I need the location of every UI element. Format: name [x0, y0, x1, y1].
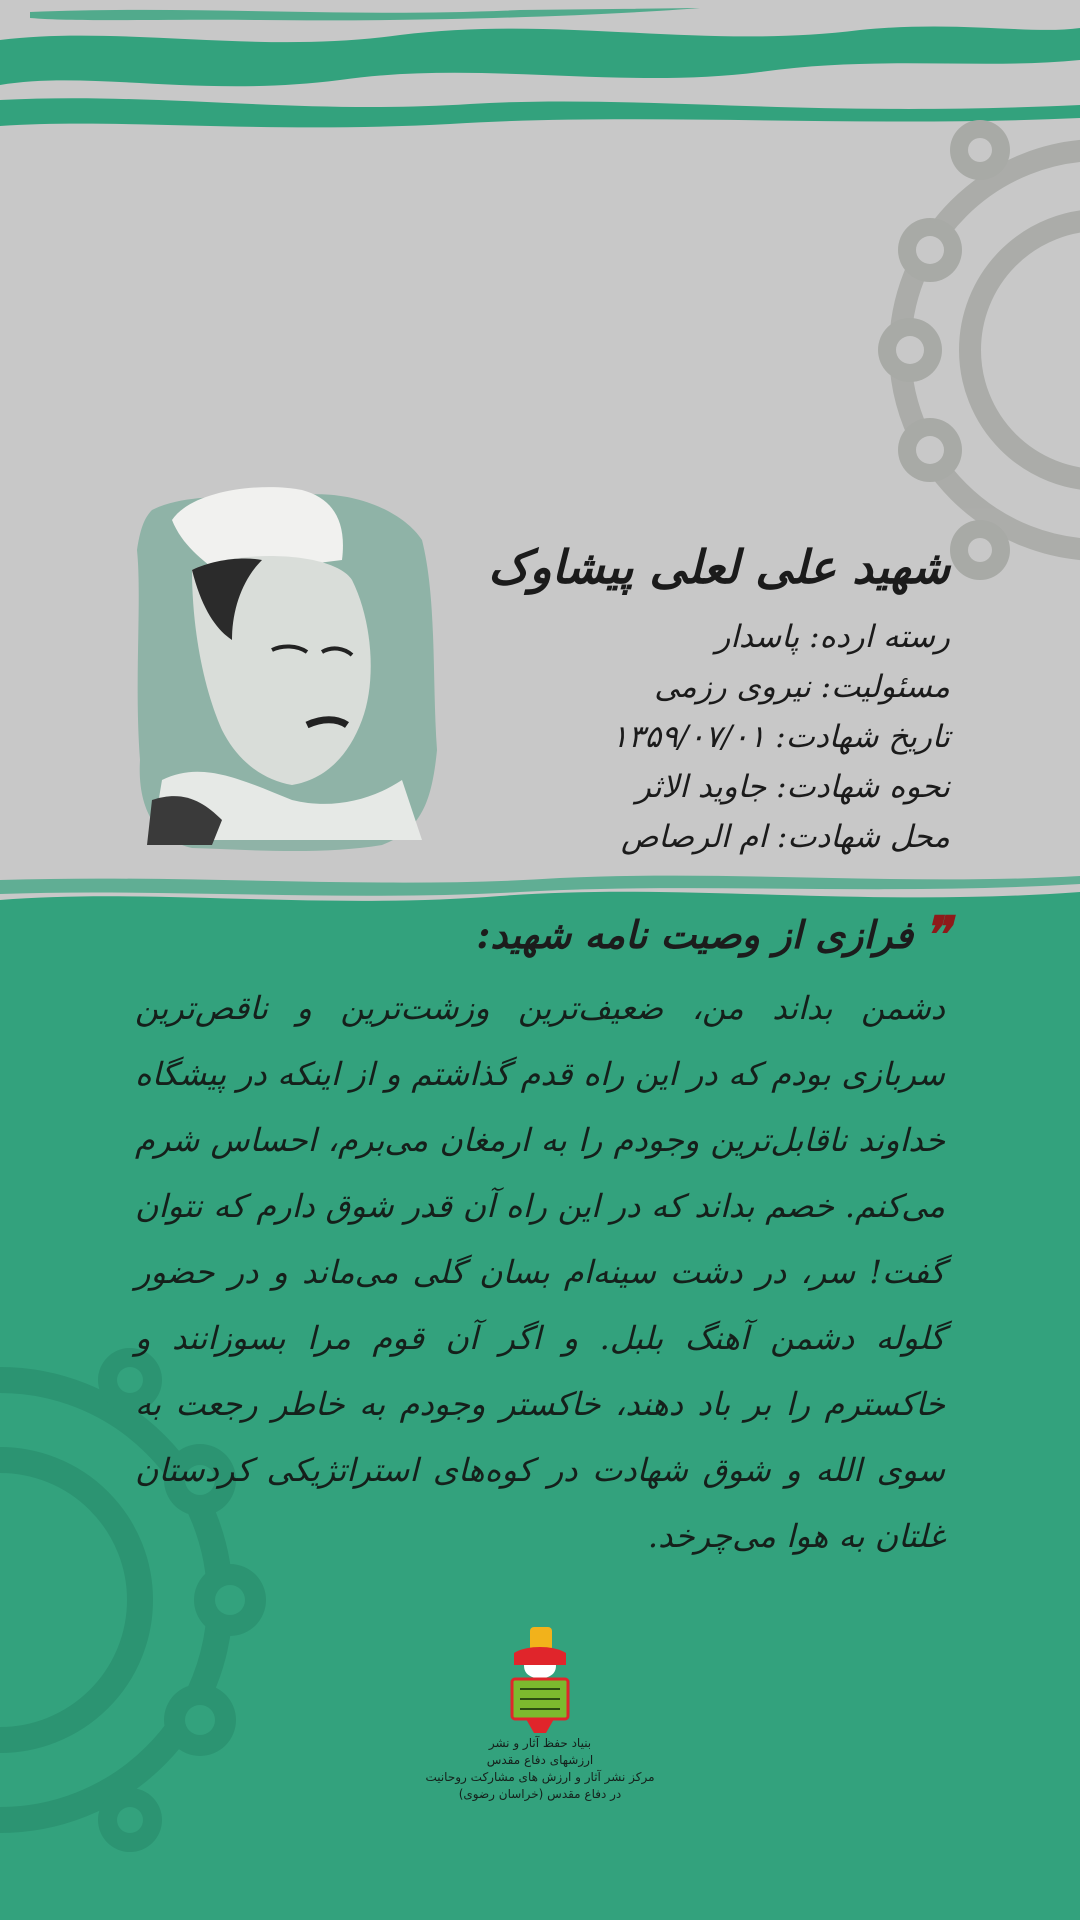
- martyr-info: [390, 540, 950, 862]
- will-text: دشمن بداند من، ضعیف‌ترین وزشت‌ترین و ناقص‌ترین سربازی بودم که در این راه قدم گذاشتم و از اینکه در پیشگاه خداوند ناقابل‌ترین وجودم را به ارمغان می‌برم، احساس شرم می‌کنم. خصم بداند که در این راه آن قدر شوق دارم که نتوان گفت! سر، در دشت سینه‌ام بسان گلی می‌ماند و در حضور گلوله دشمن آهنگ بلبل. و اگر آن قوم مرا بسوزانند و خاکسترم را بر باد دهند، خاکستر وجودم به خاطر رجعت به سوی الله و شوق شهادت در کوه‌های استراتژیکی کردستان غلتان به هوا می‌چرخد.: [135, 989, 945, 1555]
- info-value: جاوید الاثر: [635, 769, 767, 805]
- info-row-place: محل شهادت: ام الرصاص: [620, 819, 950, 855]
- info-value: ام الرصاص: [620, 819, 768, 855]
- info-label: محل شهادت: [787, 819, 950, 855]
- info-row-rank: رسته ارده: پاسدار: [715, 619, 950, 655]
- excerpt-heading: [476, 905, 950, 964]
- org-line: بنیاد حفظ آثار و نشر: [488, 1736, 592, 1750]
- info-value: ۱۳۵۹/۰۷/۰۱: [611, 719, 766, 755]
- org-line: در دفاع مقدس (خراسان رضوی): [458, 1787, 622, 1801]
- org-line: ارزشهای دفاع مقدس: [486, 1753, 594, 1767]
- ornament-top-right: [840, 90, 1080, 610]
- info-row-responsibility: مسئولیت: نیروی رزمی: [654, 669, 950, 705]
- info-label: رسته ارده: [819, 619, 950, 655]
- organization-caption: [390, 1735, 690, 1803]
- foundation-logo-icon: [500, 1625, 580, 1745]
- info-label: مسئولیت: [831, 669, 950, 705]
- info-row-date: تاریخ شهادت: ۱۳۵۹/۰۷/۰۱: [611, 719, 950, 755]
- info-label: نحوه شهادت: [786, 769, 950, 805]
- org-line: مرکز نشر آثار و ارزش های مشارکت روحانیت: [425, 1770, 655, 1784]
- excerpt-title-text: فرازی از وصیت نامه شهید:: [476, 912, 914, 957]
- info-value: پاسدار: [715, 619, 800, 655]
- quote-mark-icon: ❞: [923, 905, 950, 964]
- info-row-manner: نحوه شهادت: جاوید الاثر: [635, 769, 950, 805]
- info-value: نیروی رزمی: [654, 669, 811, 705]
- martyr-name-title: شهید علی لعلی پیشاوک: [488, 540, 950, 594]
- info-label: تاریخ شهادت: [785, 719, 950, 755]
